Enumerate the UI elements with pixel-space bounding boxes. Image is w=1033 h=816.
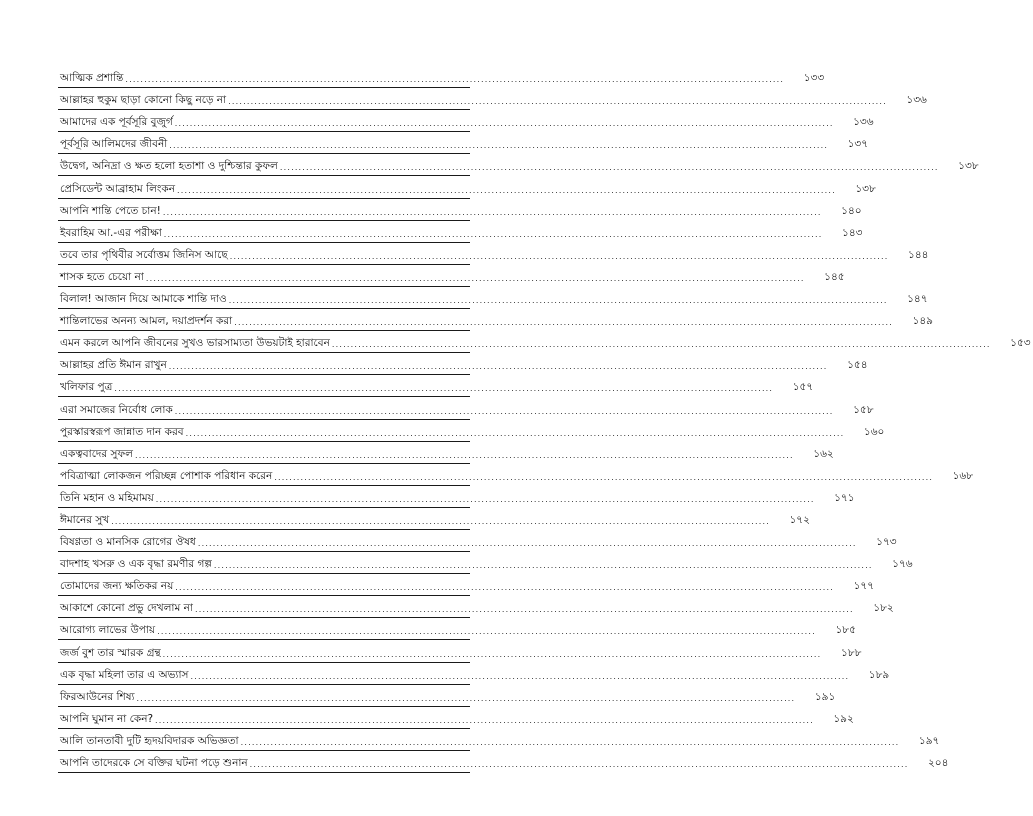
toc-entry-page-number: ১৪৯ xyxy=(912,315,933,328)
dot-leader xyxy=(144,273,807,284)
dot-leader xyxy=(196,538,859,549)
toc-entry xyxy=(58,309,933,331)
toc-entry xyxy=(58,132,869,154)
toc-entry-title: আপনি শান্তি পেতে চান! xyxy=(60,204,161,217)
toc-entry xyxy=(58,243,929,265)
toc-entry-page-number: ১৬২ xyxy=(813,447,834,460)
dot-leader xyxy=(227,295,890,306)
toc-entry xyxy=(58,221,863,243)
toc-entry-page-number: ১৯৭ xyxy=(918,734,940,747)
toc-entry-title: বিষণ্ণতা ও মানসিক রোগের ঔষধ xyxy=(60,536,196,549)
toc-entry xyxy=(58,353,868,375)
toc-entry-title: আমাদের এক পূর্বসূরি বুজুর্গ xyxy=(60,116,173,129)
toc-entry-title: আল্লাহর হুকুম ছাড়া কোনো কিছু নড়ে না xyxy=(60,94,227,107)
toc-entry xyxy=(58,420,885,442)
dot-leader xyxy=(173,118,836,129)
toc-entry xyxy=(58,618,856,640)
dot-leader xyxy=(173,406,836,417)
toc-entry xyxy=(58,442,834,464)
toc-entry xyxy=(58,574,875,596)
toc-entry-title: এরা সমাজের নির্বোধ লোক xyxy=(60,403,173,416)
dot-leader xyxy=(212,560,875,571)
toc-entry-page-number: ১৮২ xyxy=(873,602,894,615)
toc-entry-title: ফিরআউনের শিষ্য xyxy=(60,690,135,703)
toc-entry-title: পুরস্কারস্বরূপ জান্নাত দান করব xyxy=(60,425,184,438)
toc-entry-title: এক বৃদ্ধা মহিলা তার এ অভ্যাস xyxy=(60,668,189,681)
toc-entry-page-number: ১৮৯ xyxy=(868,668,890,681)
dot-leader xyxy=(239,737,902,748)
toc-entry-page-number: ১৭১ xyxy=(834,491,855,504)
toc-entry xyxy=(58,552,913,574)
dot-leader xyxy=(173,582,836,593)
toc-entry xyxy=(58,707,854,729)
toc-entry-title: প্রেসিডেন্ট আব্রাহাম লিংকন xyxy=(60,182,176,195)
toc-entry-page-number: ১৩৩ xyxy=(803,72,825,85)
toc-entry xyxy=(58,530,897,552)
toc-entry-title: আল্লাহর প্রতি ঈমান রাখুন xyxy=(60,359,167,372)
toc-entry-page-number: ১৭৩ xyxy=(876,536,897,549)
toc-entry xyxy=(58,751,949,773)
toc-entry xyxy=(58,110,874,132)
dot-leader xyxy=(188,671,851,682)
dot-leader xyxy=(272,472,935,483)
dot-leader xyxy=(155,626,818,637)
toc-entry-page-number: ১৮৮ xyxy=(840,646,862,659)
toc-entry xyxy=(58,375,814,397)
dot-leader xyxy=(193,604,856,615)
toc-entry xyxy=(58,640,862,662)
toc-entry-page-number: ২০৪ xyxy=(927,757,949,769)
dot-leader xyxy=(135,693,798,704)
toc-entry-page-number: ১৭৭ xyxy=(853,580,875,593)
toc-entry xyxy=(58,663,890,685)
toc-entry xyxy=(58,729,940,751)
toc-entry xyxy=(58,265,845,287)
toc-entry xyxy=(58,596,894,618)
toc-entry-page-number: ১৫৩ xyxy=(1010,337,1031,350)
toc-entry xyxy=(58,199,862,221)
toc-entry-page-number: ১৪৭ xyxy=(907,293,928,306)
dot-leader xyxy=(123,74,786,85)
dot-leader xyxy=(232,317,895,328)
dot-leader xyxy=(154,494,817,505)
dot-leader xyxy=(112,383,775,394)
toc-entry-title: আপনি তাদেরকে সে বক্তির ঘটনা পড়ে শুনান xyxy=(60,757,248,769)
toc-entry xyxy=(58,88,927,110)
toc-entry-title: এমন করলে আপনি জীবনের সুখও ভারসাম্যতা উভয়টাই হারাবেন xyxy=(60,337,330,350)
toc-entry xyxy=(58,176,876,198)
toc-entry-title: একত্ববাদের সুফল xyxy=(60,447,133,460)
toc-entry-page-number: ১৩৬ xyxy=(906,94,927,107)
toc-entry-title: তিনি মহান ও মহিমাময় xyxy=(60,491,154,504)
toc-entry-page-number: ১৫৮ xyxy=(853,403,874,416)
toc-entry-page-number: ১৪৫ xyxy=(824,270,845,283)
dot-leader xyxy=(133,450,796,461)
toc-entry-page-number: ১৭২ xyxy=(789,513,810,526)
toc-entry-title: বিলাল! আজান দিয়ে আমাকে শান্তি দাও xyxy=(60,293,227,306)
dot-leader xyxy=(184,428,847,439)
toc-entry xyxy=(58,397,874,419)
toc-entry xyxy=(58,154,979,176)
toc-entry-title: পবিত্রাত্মা লোকজন পরিচ্ছন্ন পোশাক পরিধান করেন xyxy=(60,469,273,482)
dot-leader xyxy=(109,516,772,527)
toc-entry-title: বাদশাহ খসরু ও এক বৃদ্ধা রমণীর গল্প xyxy=(60,558,212,571)
toc-entry-page-number: ১৪৪ xyxy=(908,248,929,261)
dot-leader xyxy=(228,251,891,262)
dot-leader xyxy=(167,361,830,372)
toc-entry-page-number: ১৬০ xyxy=(863,425,885,438)
toc-entry-title: পূর্বসূরি আলিমদের জীবনী xyxy=(60,138,168,151)
toc-entry-title: জর্জ বুশ তার স্মারক গ্রন্থ xyxy=(60,646,161,659)
toc-entry-title: ইবরাহিম আ.-এর পরীক্ষা xyxy=(60,226,162,239)
toc-entry-title: ঈমানের সুখ xyxy=(60,513,110,526)
dot-leader xyxy=(161,207,824,218)
toc-entry-page-number: ১৭৬ xyxy=(892,558,913,571)
toc-entry xyxy=(58,287,928,309)
toc-entry-title: আত্মিক প্রশান্তি xyxy=(60,72,124,85)
toc-entry-page-number: ১৩৬ xyxy=(853,116,874,129)
toc-entry-title: শান্তিলাভের অনন্য আমল, দয়াপ্রদর্শন করা xyxy=(60,315,233,328)
dot-leader xyxy=(175,185,838,196)
toc-entry-title: শাসক হতে চেয়ো না xyxy=(60,270,144,283)
toc-entry-title: তবে তার পৃথিবীর সর্বোত্তম জিনিস আছে xyxy=(60,248,228,261)
toc-entry xyxy=(58,508,810,530)
toc-entry xyxy=(58,331,1031,353)
toc-entry-page-number: ১৯১ xyxy=(814,690,836,703)
toc-entry-page-number: ১৩৮ xyxy=(855,182,876,195)
dot-leader xyxy=(330,339,993,350)
toc-entry-page-number: ১৪০ xyxy=(841,204,862,217)
toc-entry-title: আপনি ঘুমান না কেন? xyxy=(60,712,154,725)
toc-entry-page-number: ১৮৫ xyxy=(835,624,856,637)
toc-entry-title: আরোগ্য লাভের উপায় xyxy=(60,624,156,637)
toc-entry xyxy=(58,66,825,88)
dot-leader xyxy=(226,96,889,107)
toc-entry-title: খলিফার পুত্র xyxy=(60,381,113,394)
dot-leader xyxy=(153,715,816,726)
dot-leader xyxy=(248,759,911,770)
toc-entry-page-number: ১৩৮ xyxy=(958,160,979,173)
toc-entry-title: উদ্বেগ, অনিদ্রা ও ক্ষত হলো হতাশা ও দুশ্চিন্তার কুফল xyxy=(60,160,278,173)
dot-leader xyxy=(278,162,941,173)
toc-entry xyxy=(58,486,855,508)
toc-entry-page-number: ১৫৭ xyxy=(792,381,814,394)
toc-entry-page-number: ১৬৮ xyxy=(952,469,974,482)
toc-entry-page-number: ১৫৪ xyxy=(847,359,868,372)
dot-leader xyxy=(161,649,824,660)
toc-entry xyxy=(58,685,836,707)
table-of-contents xyxy=(58,66,1031,773)
dot-leader xyxy=(162,229,825,240)
toc-entry-title: আলি তানতাবী দুটি হৃদয়বিদারক অভিজ্ঞতা xyxy=(60,734,239,747)
toc-entry-page-number: ১৯২ xyxy=(833,712,854,725)
toc-entry-title: আকাশে কোনো প্রভু দেখলাম না xyxy=(60,602,193,615)
dot-leader xyxy=(167,140,830,151)
toc-entry-title: তোমাদের জন্য ক্ষতিকর নয় xyxy=(60,580,174,593)
toc-entry xyxy=(58,464,974,486)
toc-entry-page-number: ১৩৭ xyxy=(847,138,869,151)
toc-entry-page-number: ১৪৩ xyxy=(842,226,863,239)
